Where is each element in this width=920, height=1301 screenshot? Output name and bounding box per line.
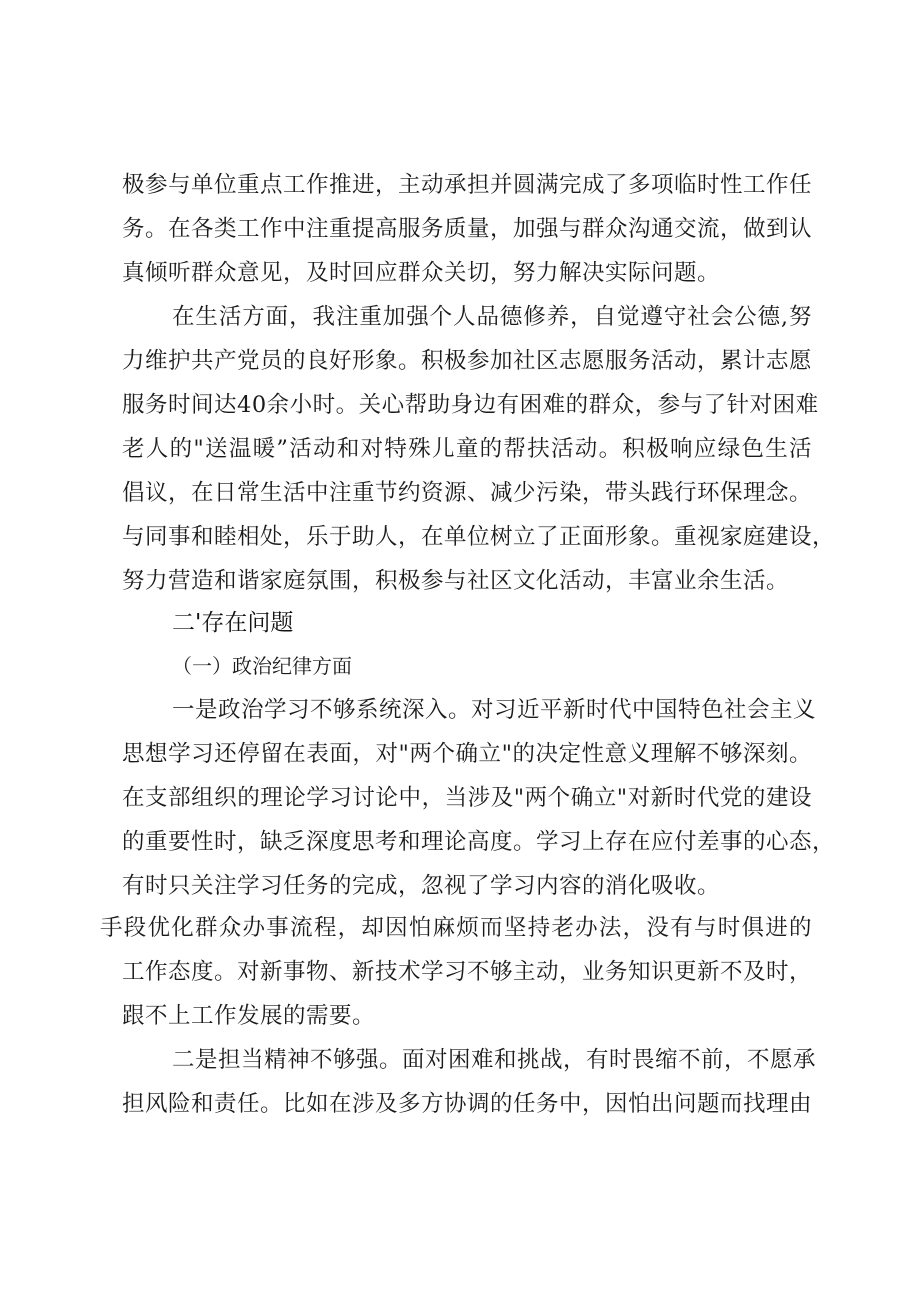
text-line: 跟不上工作发展的需要。: [122, 1003, 376, 1029]
text-line: 担风险和责任。比如在涉及多方协调的任务中，因怕出问题而找理由: [122, 1091, 813, 1117]
text-line: 二是担当精神不够强。面对困难和挑战，有时畏缩不前，不愿承: [172, 1047, 817, 1073]
text-line: 手段优化群众办事流程，却因怕麻烦而坚持老办法，没有与时俱进的: [100, 915, 812, 941]
text-line: 的重要性时，缺乏深度思考和理论高度。学习上存在应付差事的心态，: [122, 829, 836, 855]
text-line: 努力营造和谐家庭氛围，积极参与社区文化活动，丰富业余生活。: [122, 568, 790, 594]
text-line: 在生活方面，我注重加强个人品德修养，自觉遵守社会公德,努: [172, 304, 812, 330]
text-line: 真倾听群众意见，及时回应群众关切，努力解决实际问题。: [122, 260, 721, 286]
text-line: 极参与单位重点工作推进，主动承担并圆满完成了多项临时性工作任: [122, 172, 813, 198]
text-line: 服务时间达40余小时。关心帮助身边有困难的群众，参与了针对困难: [122, 392, 819, 418]
text-line: 思想学习还停留在表面，对"两个确立"的决定性意义理解不够深刻。: [122, 741, 812, 767]
text-line: 务。在各类工作中注重提高服务质量，加强与群众沟通交流，做到认: [122, 216, 813, 242]
subsection-heading: （一）政治纪律方面: [172, 654, 352, 678]
text-line: 与同事和睦相处，乐于助人，在单位树立了正面形象。重视家庭建设，: [122, 524, 836, 550]
text-line: 老人的"送温暖”活动和对特殊儿童的帮扶活动。积极响应绿色生活: [122, 436, 812, 462]
text-line: 有时只关注学习任务的完成，忽视了学习内容的消化吸收。: [122, 873, 721, 899]
text-line: 倡议，在日常生活中注重节约资源、减少污染，带头践行环保理念。: [122, 480, 813, 506]
text-line: 在支部组织的理论学习讨论中，当涉及"两个确立"对新时代党的建设: [122, 785, 812, 811]
text-line: 力维护共产党员的良好形象。积极参加社区志愿服务活动，累计志愿: [122, 348, 813, 374]
section-heading: 二'存在问题: [172, 610, 294, 636]
text-line: 一是政治学习不够系统深入。对习近平新时代中国特色社会主义: [172, 697, 817, 723]
text-line: 工作态度。对新事物、新技术学习不够主动，业务知识更新不及时，: [122, 959, 813, 985]
